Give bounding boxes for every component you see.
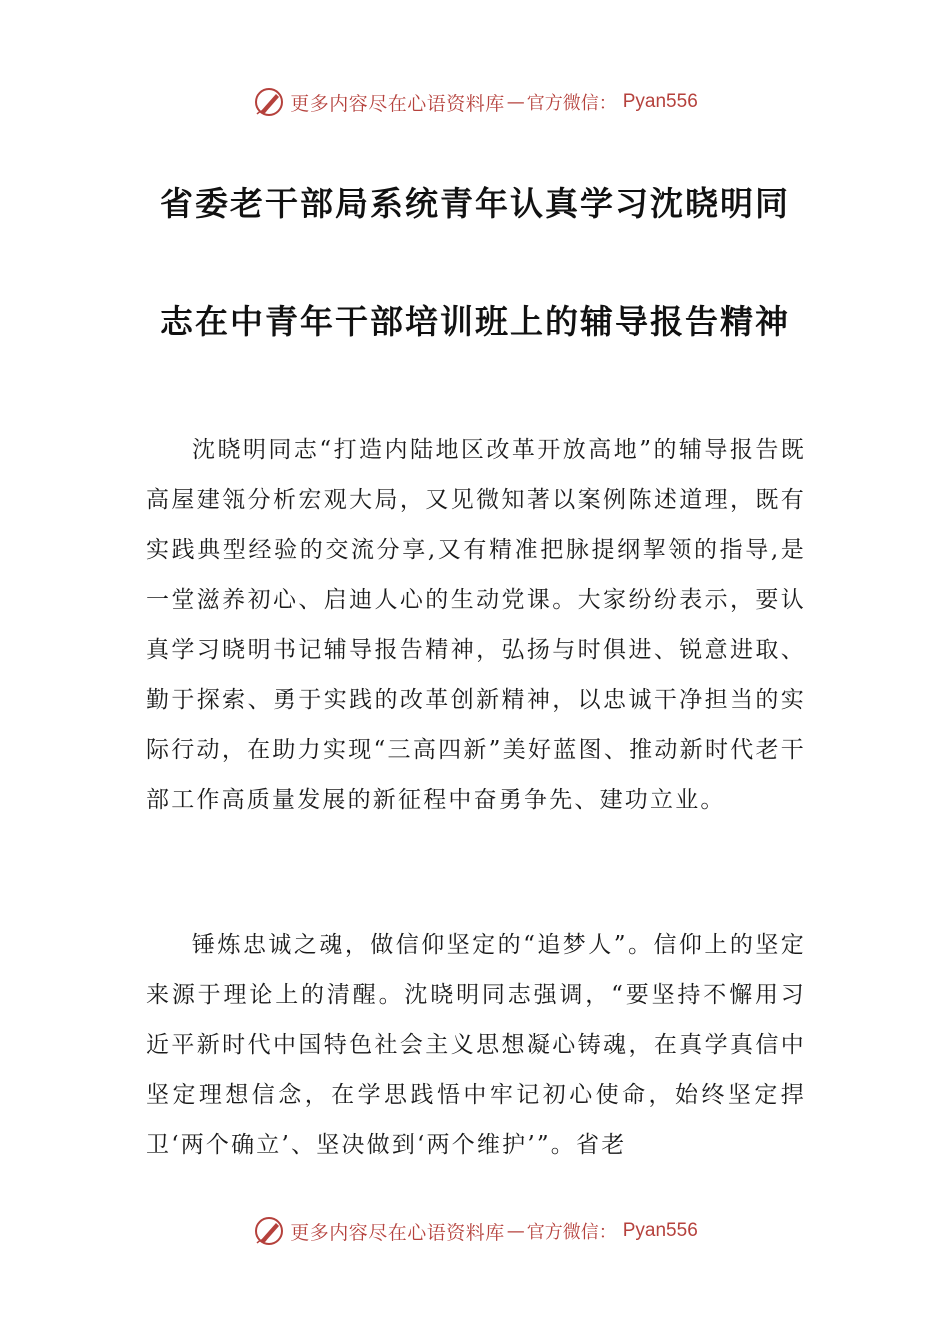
pen-logo-icon	[252, 1214, 286, 1248]
watermark-wechat-label: 官方微信：	[526, 93, 617, 114]
watermark-wechat-label: 官方微信：	[526, 1222, 617, 1243]
watermark-dash: —	[506, 91, 525, 113]
watermark-site-text: 更多内容尽在心语资料库	[290, 92, 505, 115]
watermark-wechat-id: Pyan556	[622, 91, 698, 112]
document-title-line-2: 志在中青年干部培训班上的辅导报告精神	[160, 302, 790, 341]
watermark-site-text: 更多内容尽在心语资料库	[290, 1221, 505, 1244]
body-paragraph-2: 锤炼忠诚之魂，做信仰坚定的“追梦人”。信仰上的坚定来源于理论上的清醒。沈晓明同志强调，“要坚持不懈用习近平新时代中国特色社会主义思想凝心铸魂，在真学真信中坚定理想信念，在学思践悟中牢记初心使命，始终坚定捍卫‘两个确立’、坚决做到‘两个维护’”。省老	[146, 932, 806, 1158]
footer-watermark-banner	[0, 1211, 950, 1251]
watermark-wechat-id: Pyan556	[622, 1220, 698, 1241]
pen-logo-icon	[252, 85, 286, 119]
document-title-line-1: 省委老干部局系统青年认真学习沈晓明同	[160, 184, 790, 223]
watermark-dash: —	[506, 1220, 525, 1242]
body-paragraph-1: 沈晓明同志“打造内陆地区改革开放高地”的辅导报告既高屋建瓴分析宏观大局，又见微知著以案例陈述道理，既有实践典型经验的交流分享,又有精准把脉提纲挈领的指导,是一堂滋养初心、启迪人心的生动党课。大家纷纷表示，要认真学习晓明书记辅导报告精神，弘扬与时俱进、锐意进取、勤于探索、勇于实践的改革创新精神，以忠诚干净担当的实际行动，在助力实现“三高四新”美好蓝图、推动新时代老干部工作高质量发展的新征程中奋勇争先、建功立业。	[146, 437, 806, 813]
header-watermark-banner	[0, 82, 950, 122]
